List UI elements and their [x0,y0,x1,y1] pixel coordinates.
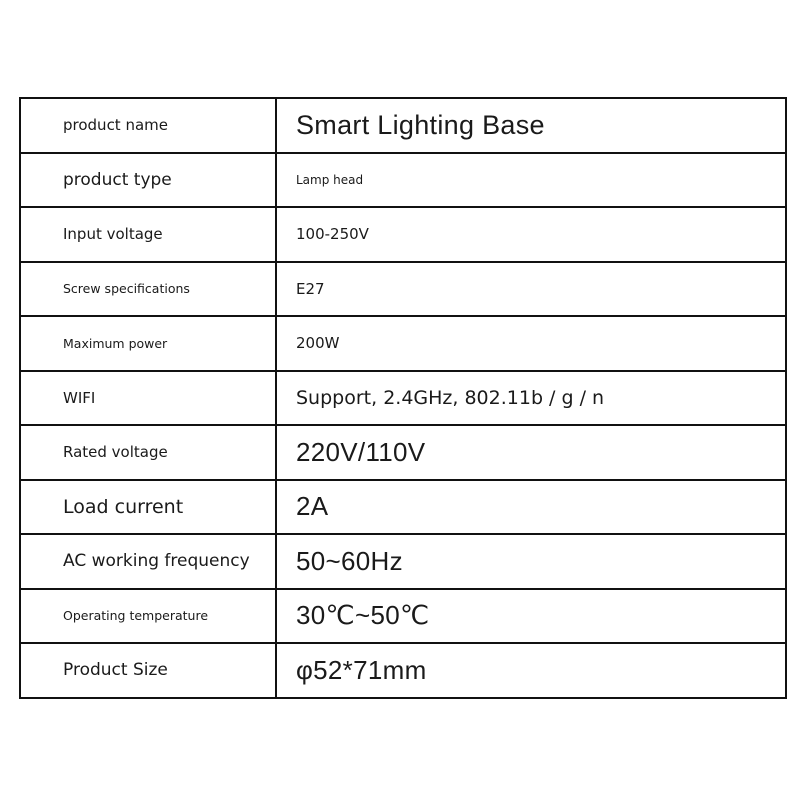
table-row [21,317,785,372]
row-value: 50~60Hz [296,545,403,576]
row-label: Input voltage [21,208,277,261]
table-row [21,590,785,645]
row-value: 2A [296,491,329,522]
row-label: product type [21,154,277,207]
spec-table [19,97,787,699]
row-value: Lamp head [296,172,364,187]
row-value: 200W [296,334,340,353]
table-row [21,481,785,536]
table-row [21,644,785,699]
table-row [21,99,785,154]
row-label: WIFI [21,372,277,425]
row-label: Screw specifications [21,263,277,316]
table-row [21,372,785,427]
row-label: Operating temperature [21,590,277,643]
row-value: Smart Lighting Base [296,109,545,140]
row-label: product name [21,99,277,152]
row-value: 220V/110V [296,436,426,467]
row-label: Maximum power [21,317,277,370]
row-label: AC working frequency [21,535,277,588]
table-row [21,208,785,263]
table-row [21,154,785,209]
table-row [21,535,785,590]
row-value: 100-250V [296,225,369,244]
row-label: Rated voltage [21,426,277,479]
row-label: Load current [21,481,277,534]
row-value: E27 [296,279,325,298]
row-label: Product Size [21,644,277,697]
table-row [21,426,785,481]
row-value: 30℃~50℃ [296,600,430,631]
table-row [21,263,785,318]
row-value: Support, 2.4GHz, 802.11b / g / n [296,386,605,409]
row-value: φ52*71mm [296,654,427,685]
